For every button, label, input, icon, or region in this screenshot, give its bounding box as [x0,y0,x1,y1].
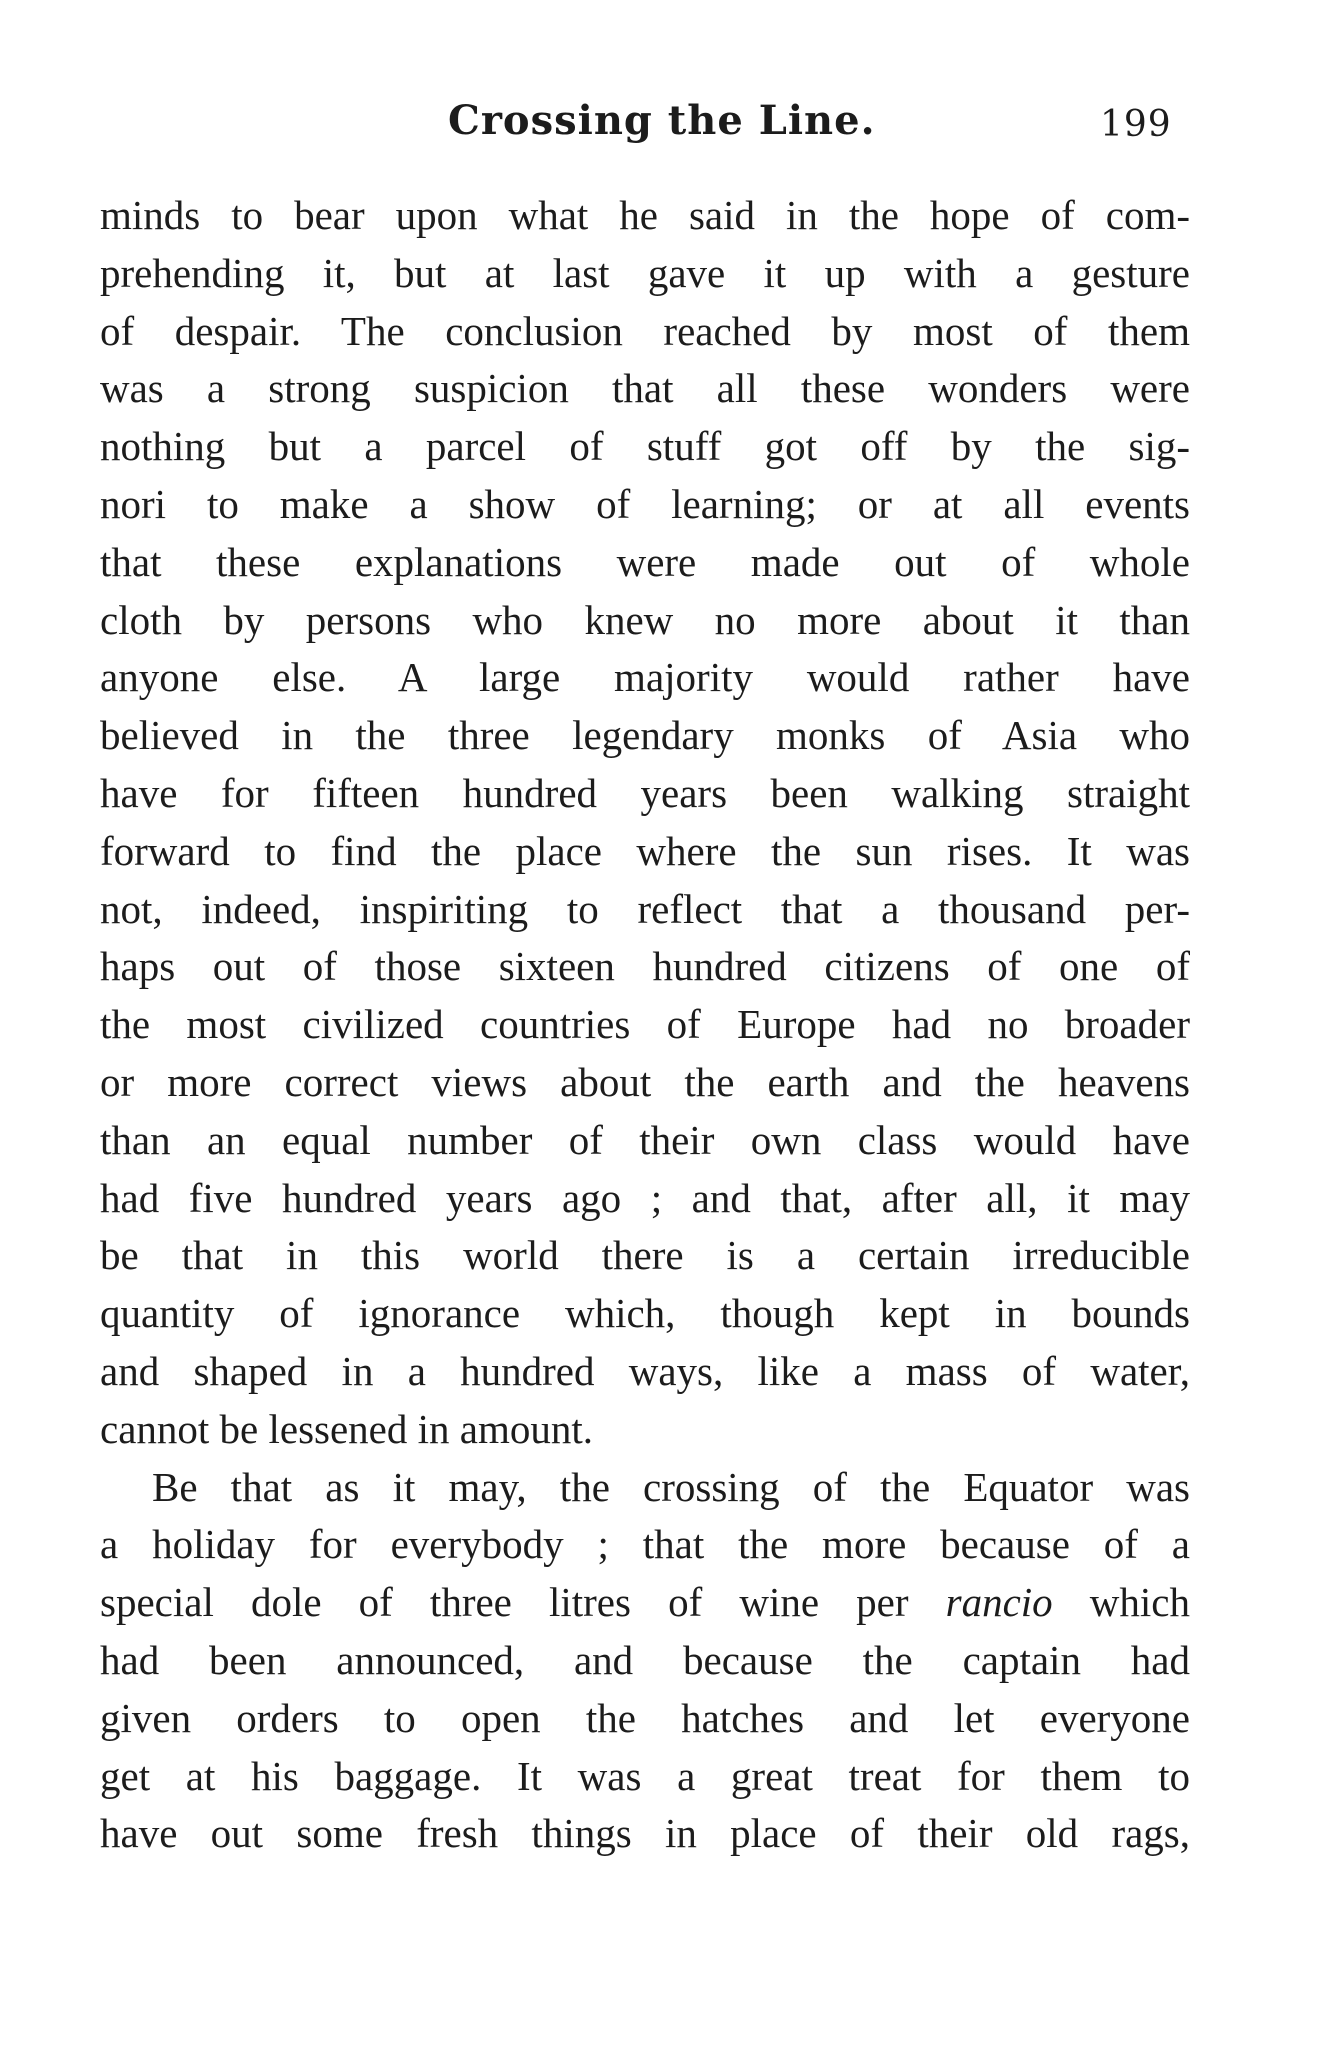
text-line: anyone else. A large majority would rather have [100,654,1190,701]
text-line: and shaped in a hundred ways, like a mass of water, [100,1347,1190,1394]
text-line: Be that as it may, the crossing of the Equator was [152,1463,1190,1510]
paragraph-1 [100,187,1190,1459]
text-line: have for fifteen hundred years been walking straight [100,769,1190,816]
text-line: not, indeed, inspiriting to reflect that a thousand per- [100,885,1190,932]
running-head [0,96,1328,156]
text-line: was a strong suspicion that all these wonders were [100,365,1190,412]
text-line: quantity of ignorance which, though kept in bounds [100,1290,1190,1337]
body-text [100,187,1190,1863]
text-line: prehending it, but at last gave it up with a gesture [100,249,1190,296]
text-line: cannot be lessened in amount. [100,1405,594,1452]
text-line: had been announced, and because the captain had [100,1636,1190,1683]
text-line: nothing but a parcel of stuff got off by the sig- [100,423,1190,470]
italic-term: rancio [945,1579,1053,1626]
text-line: that these explanations were made out of whole [100,538,1190,585]
text-line: of despair. The conclusion reached by most of them [100,307,1190,354]
text-segment: which [1052,1579,1190,1626]
text-segment: special dole of three litres of wine per [100,1579,946,1626]
text-line: be that in this world there is a certain irreducible [100,1232,1190,1279]
text-line: forward to find the place where the sun rises. It was [100,827,1190,874]
text-line: get at his baggage. It was a great treat for them to [100,1752,1190,1799]
text-line: a holiday for everybody ; that the more because of a [100,1521,1190,1568]
running-title: Crossing the Line. [448,97,876,144]
text-line: have out some fresh things in place of their old rags, [100,1810,1190,1857]
text-line: had five hundred years ago ; and that, after all, it may [100,1174,1190,1221]
paragraph-2 [100,1459,1190,1864]
text-line: or more correct views about the earth and the heavens [100,1058,1190,1105]
text-line: cloth by persons who knew no more about it than [100,596,1190,643]
text-line [100,1574,1190,1632]
text-line: minds to bear upon what he said in the hope of com- [100,192,1190,238]
text-line: haps out of those sixteen hundred citizens of one of [100,943,1190,990]
text-line: the most civilized countries of Europe had no broader [100,1001,1190,1048]
page-number: 199 [1100,104,1172,145]
text-line: than an equal number of their own class would have [100,1116,1190,1163]
text-line: nori to make a show of learning; or at all events [100,480,1190,527]
text-line: believed in the three legendary monks of Asia who [100,712,1190,759]
text-line: given orders to open the hatches and let everyone [100,1694,1190,1741]
